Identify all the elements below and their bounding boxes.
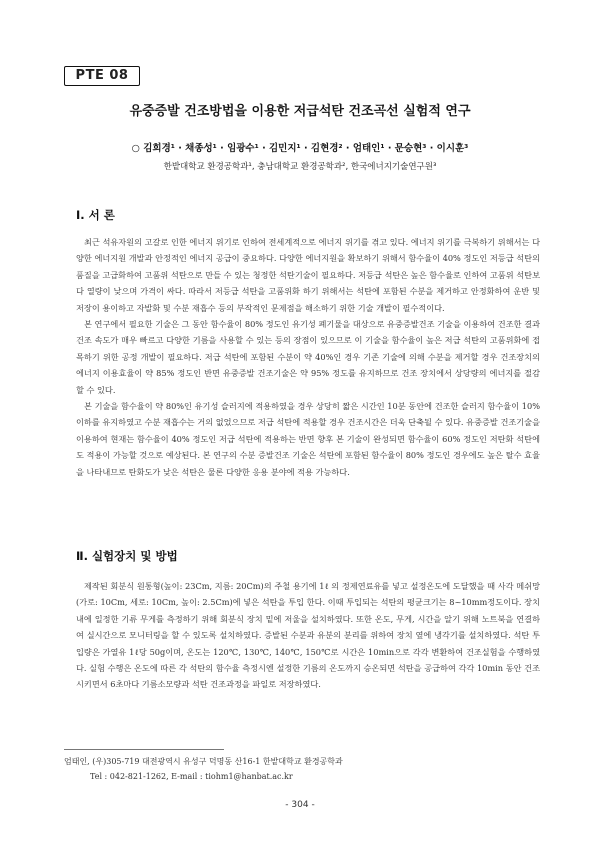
methods-body: [76, 578, 540, 693]
author-list: ○ 김희경¹ · 채종성¹ · 임광수¹ · 김민지¹ · 김현경² · 엄태인¹ · 문승현³ · 이시훈³: [131, 143, 469, 154]
intro-paragraph-3: 본 기술을 함수율이 약 80%인 유기성 슬러지에 적용하였을 경우 상당히 짧은 시간인 10분 동안에 건조한 슬러지 함수율이 10% 이하를 유지하였고 수분 재흡수는 거의 없었으므로 저급 석탄에 적용할 경우 건조시간은 더욱 단축될 수 있다. 유중증발 건조기술을 이용하여 현재는 함수율이 40% 정도인 저급 석탄에 적용하는 반면 향후 본 기술이 완성되면 함수율이 60% 정도인 저탄화 석탄에도 적용이 가능할 것으로 예상된다. 본 연구의 수분 증발건조 기술은 석탄에 포함된 함수율이 80% 정도인 경우에도 높은 탈수 효율을 나타내므로 탄화도가 낮은 석탄은 물론 다양한 응용 분야에 적용 가능하다.: [76, 401, 540, 477]
introduction-body: [76, 234, 540, 480]
intro-paragraph-2: 본 연구에서 필요한 기술은 그 동안 함수율이 80% 정도인 유기성 폐기물을 대상으로 유중증발건조 기술을 이용하여 건조한 결과 건조 속도가 매우 빠르고 다양한 기름을 사용할 수 있는 등의 장점이 있으므로 이 기술을 함수율이 높은 저급 석탄의 고품위화에 접목하기 위한 공정 개발이 필요하다. 저급 석탄에 포함된 수분이 약 40%인 경우 기존 기술에 의해 수분을 제거할 경우 건조장치의 에너지 이용효율이 약 85% 정도인 반면 유중증발 건조기술은 약 95% 정도를 유지하므로 건조 장치에서 상당량의 에너지를 절감 할 수 있다.: [76, 319, 540, 395]
paper-title: 유중증발 건조방법을 이용한 저급석탄 건조곡선 실험적 연구: [129, 104, 471, 119]
affiliations: 한밭대학교 환경공학과¹, 충남대학교 환경공학과², 한국에너지기술연구원³: [163, 162, 437, 172]
section-heading-introduction: Ⅰ. 서 론: [76, 208, 115, 222]
intro-paragraph-1: 최근 석유자원의 고갈로 인한 에너지 위기로 인하여 전세계적으로 에너지 위기를 겪고 있다. 에너지 위기를 극복하기 위해서는 다양한 에너지원 개발과 안정적인 에너지 공급이 중요하다. 다양한 에너지원을 확보하기 위해서 함수율이 40% 정도인 저등급 석탄의 품질을 고급화하여 고품위 석탄으로 만들 수 있는 청정한 석탄기술이 필요하다. 저등급 석탄은 높은 함수율로 인하여 고품위 석탄보다 열량이 낮으며 가격이 싸다. 따라서 저등급 석탄을 고품위화 하기 위해서는 석탄에 포함된 수분을 제거하고 안정화하여 운반 및 저장이 용이하고 자발화 및 수분 재흡수 등의 부작적인 문제점을 해소하기 위한 기술 개발이 필수적이다.: [76, 237, 540, 313]
corresponding-author-footnote: [64, 754, 544, 784]
page-number: - 304 -: [285, 800, 315, 810]
methods-paragraph-1: 제작된 회분식 원통형(높이: 23Cm, 지름: 20Cm)의 주철 용기에 1ℓ 의 정제연료유를 넣고 설정온도에 도달했을 때 사각 메쉬망(가로: 10Cm, 세로: 10Cm, 높이: 2.5Cm)에 넣은 석탄을 투입 한다. 이때 투입되는 석탄의 평균크기는 8~10mm정도이다. 장치 내에 일정한 기류 무게를 측정하기 위해 회분식 장치 밑에 저울을 설치하였다. 또한 온도, 무게, 시간을 알기 위해 노트북을 연결하여 실시간으로 모니터링을 할 수 있도록 설치하였다. 증발된 수분과 유분의 분리를 위하여 장치 옆에 냉각기를 설치하였다. 석탄 투입량은 가열유 1ℓ당 50g이며, 온도는 120℃, 130℃, 140℃, 150℃로 시간은 10min으로 각각 변환하여 건조실험을 수행하였다. 실험 수행은 온도에 따른 각 석탄의 함수율 측정시엔 설정한 기름의 온도까지 승온되면 석탄을 공급하여 각각 10min 동안 건조시키면서 6초마다 기름소모량과 석탄 건조과정을 파일로 저장하였다.: [76, 581, 540, 690]
paper-code-tag: PTE 08: [64, 66, 140, 86]
footnote-divider: [64, 749, 224, 750]
footnote-contact: Tel : 042-821-1262, E-mail : tiohm1@hanbat.ac.kr: [90, 772, 293, 781]
footnote-address: 엄태인, (우)305-719 대전광역시 유성구 덕명동 산16-1 한밭대학교 환경공학과: [64, 757, 343, 766]
section-heading-methods: Ⅱ. 실험장치 및 방법: [76, 549, 178, 563]
